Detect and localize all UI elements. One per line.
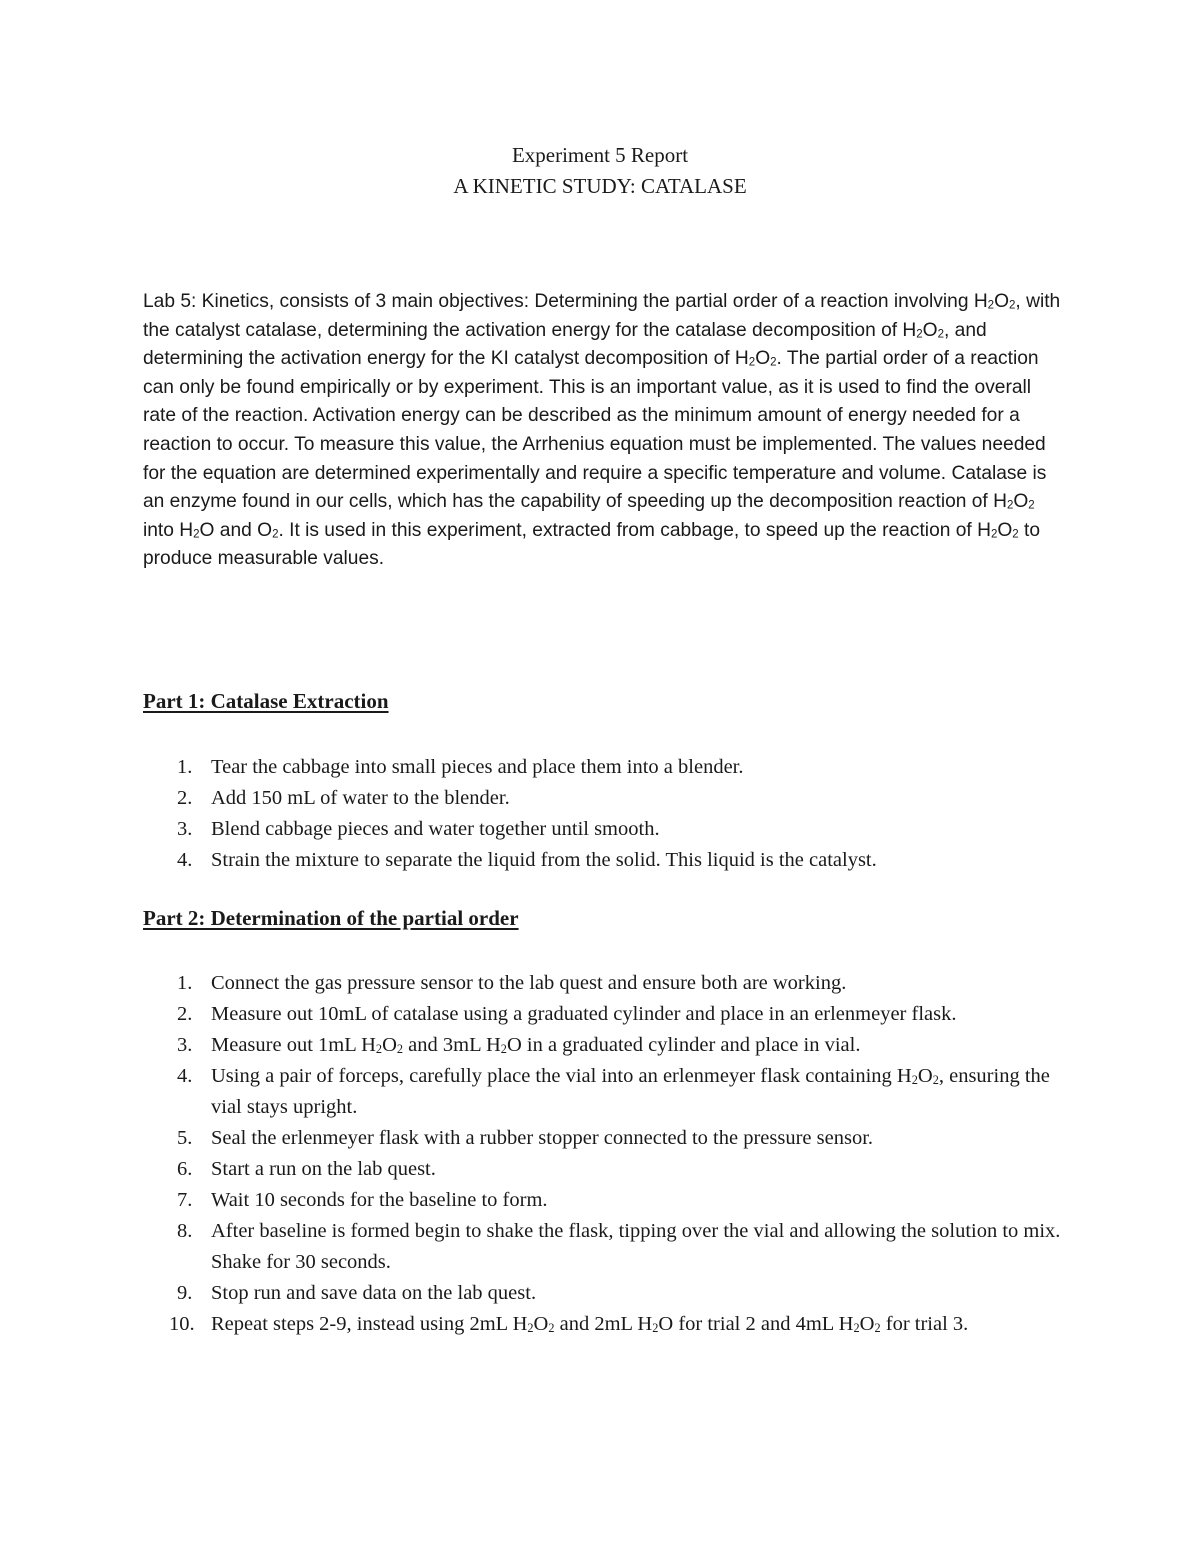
step-text-segment: After baseline is formed begin to shake the flask, tipping over the vial and allowing the solution to mix. Shake for 30 seconds.	[211, 1220, 1061, 1273]
subscript: 2	[1012, 528, 1019, 541]
step-number: 4.	[177, 849, 193, 871]
document-subtitle: A KINETIC STUDY: CATALASE	[453, 174, 747, 198]
subscript: 2	[1028, 499, 1035, 512]
intro-text: , and determining the activation energy for the KI catalyst decomposition of H	[143, 319, 987, 370]
list-item	[143, 1216, 1073, 1278]
subscript: 2	[272, 528, 279, 541]
list-item	[143, 752, 1073, 783]
step-text	[211, 1030, 1073, 1061]
subscript: 2	[916, 328, 923, 341]
list-item	[143, 1061, 1073, 1123]
subscript: 2	[1009, 299, 1016, 312]
subscript: 2	[375, 1041, 383, 1056]
step-text	[211, 1278, 1073, 1309]
title-block	[0, 140, 1200, 202]
list-item	[143, 968, 1073, 999]
step-number: 1.	[177, 972, 193, 994]
step-number: 2.	[177, 787, 193, 809]
step-text: Strain the mixture to separate the liquid from the solid. This liquid is the catalyst.	[211, 849, 877, 871]
step-text	[211, 1309, 1073, 1340]
part1-steps-list	[143, 752, 1073, 876]
step-text-segment: O for trial 2 and 4mL H	[658, 1313, 854, 1335]
subscript: 2	[748, 356, 756, 369]
step-text-segment: O	[917, 1065, 933, 1087]
subscript: 2	[853, 1320, 860, 1335]
list-item	[143, 1185, 1073, 1216]
subscript: 2	[911, 1072, 918, 1087]
step-text-segment: O	[859, 1313, 875, 1335]
step-text-segment: O	[533, 1313, 549, 1335]
subscript: 2	[652, 1320, 659, 1335]
part2-steps-list	[143, 968, 1073, 1340]
step-number: 8.	[177, 1220, 193, 1242]
step-number: 4.	[177, 1065, 193, 1087]
subscript: 2	[987, 299, 995, 312]
subscript: 2	[500, 1041, 507, 1056]
list-item	[143, 783, 1073, 814]
step-number: 3.	[177, 1034, 193, 1056]
step-number: 6.	[177, 1158, 193, 1180]
intro-paragraph	[143, 288, 1063, 574]
step-text-segment: Using a pair of forceps, carefully place the vial into an erlenmeyer flask containing H	[211, 1065, 912, 1087]
intro-text: O	[755, 348, 771, 370]
step-text	[211, 1123, 1073, 1154]
step-text-segment: Repeat steps 2-9, instead using 2mL H	[211, 1313, 528, 1335]
part1-heading: Part 1: Catalase Extraction	[143, 689, 389, 713]
step-text-segment: Measure out 10mL of catalase using a graduated cylinder and place in an erlenmeyer flask.	[211, 1003, 957, 1025]
step-text	[211, 1061, 1073, 1123]
step-number: 9.	[177, 1282, 193, 1304]
step-text	[211, 999, 1073, 1030]
step-text-segment: Stop run and save data on the lab quest.	[211, 1282, 537, 1304]
step-text-segment: Start a run on the lab quest.	[211, 1158, 436, 1180]
subscript: 2	[937, 328, 945, 341]
step-text-segment: Seal the erlenmeyer flask with a rubber stopper connected to the pressure sensor.	[211, 1127, 874, 1149]
list-item	[143, 814, 1073, 845]
step-text: Add 150 mL of water to the blender.	[211, 787, 510, 809]
list-item	[143, 845, 1073, 876]
step-text-segment: O in a graduated cylinder and place in vial.	[506, 1034, 861, 1056]
part2-heading: Part 2: Determination of the partial order	[143, 906, 519, 930]
intro-text: . The partial order of a reaction can only be found empirically or by experiment. This is an important value, as it is used to find the overall rate of the reaction. Activation energy can be described as the minimum amount of energy needed for a reaction to occur. To measure this value, the Arrhenius equation must be implemented. The values needed for the equation are determined experimentally and require a specific temperature and volume. Catalase is an enzyme found in our cells, which has the capability of speeding up the decomposition reaction of H	[143, 348, 1047, 513]
step-number: 5.	[177, 1127, 193, 1149]
intro-text: O and O	[199, 519, 273, 541]
step-text-segment: , ensuring the vial stays upright.	[211, 1065, 1050, 1118]
list-item	[143, 1278, 1073, 1309]
intro-text: O	[994, 291, 1010, 312]
subscript: 2	[990, 528, 998, 541]
subscript: 2	[548, 1320, 555, 1335]
step-text	[211, 1216, 1073, 1278]
step-text-segment: Connect the gas pressure sensor to the lab quest and ensure both are working.	[211, 972, 847, 994]
subscript: 2	[770, 356, 777, 369]
step-text-segment: and 3mL H	[403, 1034, 501, 1056]
list-item	[143, 1030, 1073, 1061]
intro-text: . It is used in this experiment, extracted from cabbage, to speed up the reaction of H	[278, 519, 991, 541]
intro-text: O	[997, 519, 1013, 541]
step-text-segment: Wait 10 seconds for the baseline to form.	[211, 1189, 548, 1211]
subscript: 2	[932, 1072, 939, 1087]
subscript: 2	[874, 1320, 881, 1335]
step-number: 2.	[177, 1003, 193, 1025]
step-text	[211, 1154, 1073, 1185]
step-text-segment: O	[382, 1034, 397, 1056]
step-text	[211, 1185, 1073, 1216]
list-item	[143, 1154, 1073, 1185]
intro-text: O	[1013, 491, 1029, 513]
intro-text: O	[922, 319, 938, 341]
subscript: 2	[396, 1041, 404, 1056]
intro-text: Lab 5: Kinetics, consists of 3 main objectives: Determining the partial order of a reaction involving H	[143, 291, 988, 312]
step-text: Blend cabbage pieces and water together until smooth.	[211, 818, 660, 840]
document-title: Experiment 5 Report	[511, 143, 689, 167]
intro-text: , with the catalyst catalase, determining the activation energy for the catalase decomposition of H	[143, 291, 1061, 341]
step-text-segment: and 2mL H	[554, 1313, 653, 1335]
step-number: 3.	[177, 818, 193, 840]
intro-text: into H	[143, 519, 194, 541]
step-text-segment: for trial 3.	[880, 1313, 969, 1335]
list-item	[143, 1123, 1073, 1154]
intro-text: to produce measurable values.	[143, 519, 1041, 570]
subscript: 2	[1006, 499, 1014, 512]
step-text-segment: Measure out 1mL H	[211, 1034, 376, 1056]
step-text: Tear the cabbage into small pieces and place them into a blender.	[211, 756, 744, 778]
step-text	[211, 968, 1073, 999]
subscript: 2	[527, 1320, 534, 1335]
step-number: 7.	[177, 1189, 193, 1211]
step-number: 10.	[169, 1313, 195, 1335]
subscript: 2	[193, 528, 200, 541]
list-item	[143, 1309, 1073, 1340]
list-item	[143, 999, 1073, 1030]
step-number: 1.	[177, 756, 193, 778]
